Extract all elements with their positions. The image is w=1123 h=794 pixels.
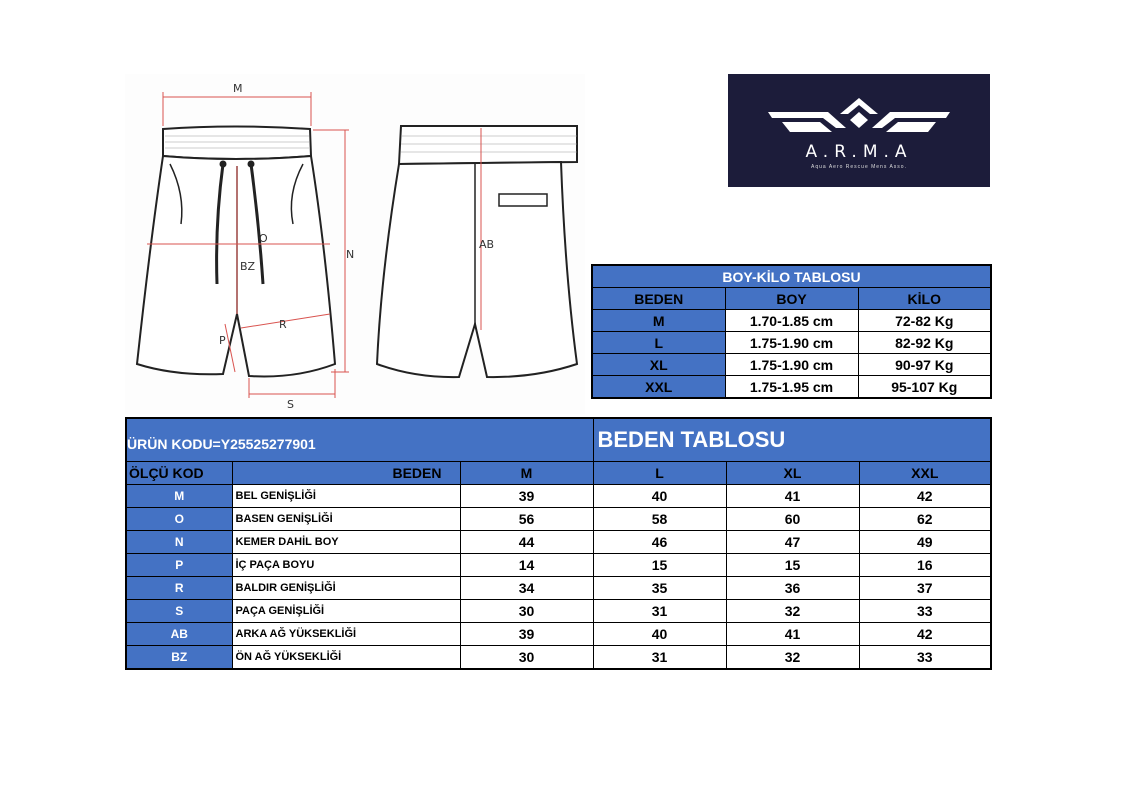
value-cell: 42 [859, 485, 991, 508]
value-cell: 32 [726, 646, 859, 670]
boy-kilo-header-row [592, 288, 991, 310]
table-row [126, 646, 991, 670]
measure-code: R [126, 577, 232, 600]
height-cell: 1.75-1.90 cm [725, 332, 858, 354]
logo-brand: A.R.M.A [805, 142, 913, 162]
wings-logo-icon [728, 74, 990, 144]
measure-name: İÇ PAÇA BOYU [232, 554, 460, 577]
measure-name: BALDIR GENİŞLİĞİ [232, 577, 460, 600]
table-row [126, 577, 991, 600]
value-cell: 14 [460, 554, 593, 577]
boy-kilo-table [591, 264, 992, 399]
measure-code: AB [126, 623, 232, 646]
height-cell: 1.75-1.95 cm [725, 376, 858, 399]
header-beden: BEDEN [232, 462, 460, 485]
shorts-measurement-diagram [125, 74, 585, 414]
measure-name: PAÇA GENİŞLİĞİ [232, 600, 460, 623]
value-cell: 33 [859, 646, 991, 670]
header-size-m: M [460, 462, 593, 485]
value-cell: 46 [593, 531, 726, 554]
value-cell: 31 [593, 646, 726, 670]
value-cell: 41 [726, 485, 859, 508]
table-row [592, 332, 991, 354]
label-bz: BZ [240, 260, 256, 273]
label-p: P [219, 334, 226, 347]
value-cell: 58 [593, 508, 726, 531]
size-cell: XL [592, 354, 725, 376]
value-cell: 15 [726, 554, 859, 577]
table-row [126, 554, 991, 577]
weight-cell: 90-97 Kg [858, 354, 991, 376]
value-cell: 39 [460, 623, 593, 646]
measure-name: BEL GENİŞLİĞİ [232, 485, 460, 508]
label-n: N [346, 248, 355, 261]
value-cell: 39 [460, 485, 593, 508]
value-cell: 31 [593, 600, 726, 623]
table-row [126, 623, 991, 646]
value-cell: 30 [460, 646, 593, 670]
logo-tagline: Aqua Aero Rescue Mens Asso. [811, 164, 907, 170]
value-cell: 41 [726, 623, 859, 646]
value-cell: 36 [726, 577, 859, 600]
size-header-row [126, 462, 991, 485]
value-cell: 49 [859, 531, 991, 554]
size-cell: XXL [592, 376, 725, 399]
value-cell: 42 [859, 623, 991, 646]
table-row [592, 310, 991, 332]
header-size-xxl: XXL [859, 462, 991, 485]
label-s: S [287, 398, 294, 411]
table-row [126, 531, 991, 554]
header-boy: BOY [725, 288, 858, 310]
value-cell: 34 [460, 577, 593, 600]
measure-code: O [126, 508, 232, 531]
value-cell: 40 [593, 485, 726, 508]
value-cell: 32 [726, 600, 859, 623]
measure-name: BASEN GENİŞLİĞİ [232, 508, 460, 531]
measure-name: ARKA AĞ YÜKSEKLİĞİ [232, 623, 460, 646]
header-size-l: L [593, 462, 726, 485]
label-m: M [233, 82, 243, 95]
value-cell: 35 [593, 577, 726, 600]
table-row [126, 600, 991, 623]
weight-cell: 95-107 Kg [858, 376, 991, 399]
value-cell: 40 [593, 623, 726, 646]
arma-logo [728, 74, 990, 187]
value-cell: 56 [460, 508, 593, 531]
table-row [126, 508, 991, 531]
size-chart-table [125, 417, 992, 670]
measure-code: M [126, 485, 232, 508]
value-cell: 16 [859, 554, 991, 577]
value-cell: 47 [726, 531, 859, 554]
measure-code: S [126, 600, 232, 623]
boy-kilo-title: BOY-KİLO TABLOSU [592, 265, 991, 288]
measure-code: P [126, 554, 232, 577]
measure-name: ÖN AĞ YÜKSEKLİĞİ [232, 646, 460, 670]
header-size-xl: XL [726, 462, 859, 485]
value-cell: 60 [726, 508, 859, 531]
size-cell: L [592, 332, 725, 354]
label-o: O [259, 232, 268, 245]
measure-code: BZ [126, 646, 232, 670]
label-ab: AB [479, 238, 495, 251]
size-table-title: BEDEN TABLOSU [593, 418, 991, 462]
height-cell: 1.75-1.90 cm [725, 354, 858, 376]
weight-cell: 82-92 Kg [858, 332, 991, 354]
table-row [126, 485, 991, 508]
header-olcu-kod: ÖLÇÜ KOD [126, 462, 232, 485]
measure-code: N [126, 531, 232, 554]
title-row [126, 418, 991, 462]
height-cell: 1.70-1.85 cm [725, 310, 858, 332]
value-cell: 15 [593, 554, 726, 577]
table-row [592, 376, 991, 399]
label-r: R [279, 318, 287, 331]
value-cell: 62 [859, 508, 991, 531]
header-kilo: KİLO [858, 288, 991, 310]
size-cell: M [592, 310, 725, 332]
table-row [592, 354, 991, 376]
product-code: ÜRÜN KODU=Y25525277901 [126, 418, 593, 462]
value-cell: 33 [859, 600, 991, 623]
measure-name: KEMER DAHİL BOY [232, 531, 460, 554]
header-beden: BEDEN [592, 288, 725, 310]
weight-cell: 72-82 Kg [858, 310, 991, 332]
value-cell: 44 [460, 531, 593, 554]
value-cell: 30 [460, 600, 593, 623]
value-cell: 37 [859, 577, 991, 600]
